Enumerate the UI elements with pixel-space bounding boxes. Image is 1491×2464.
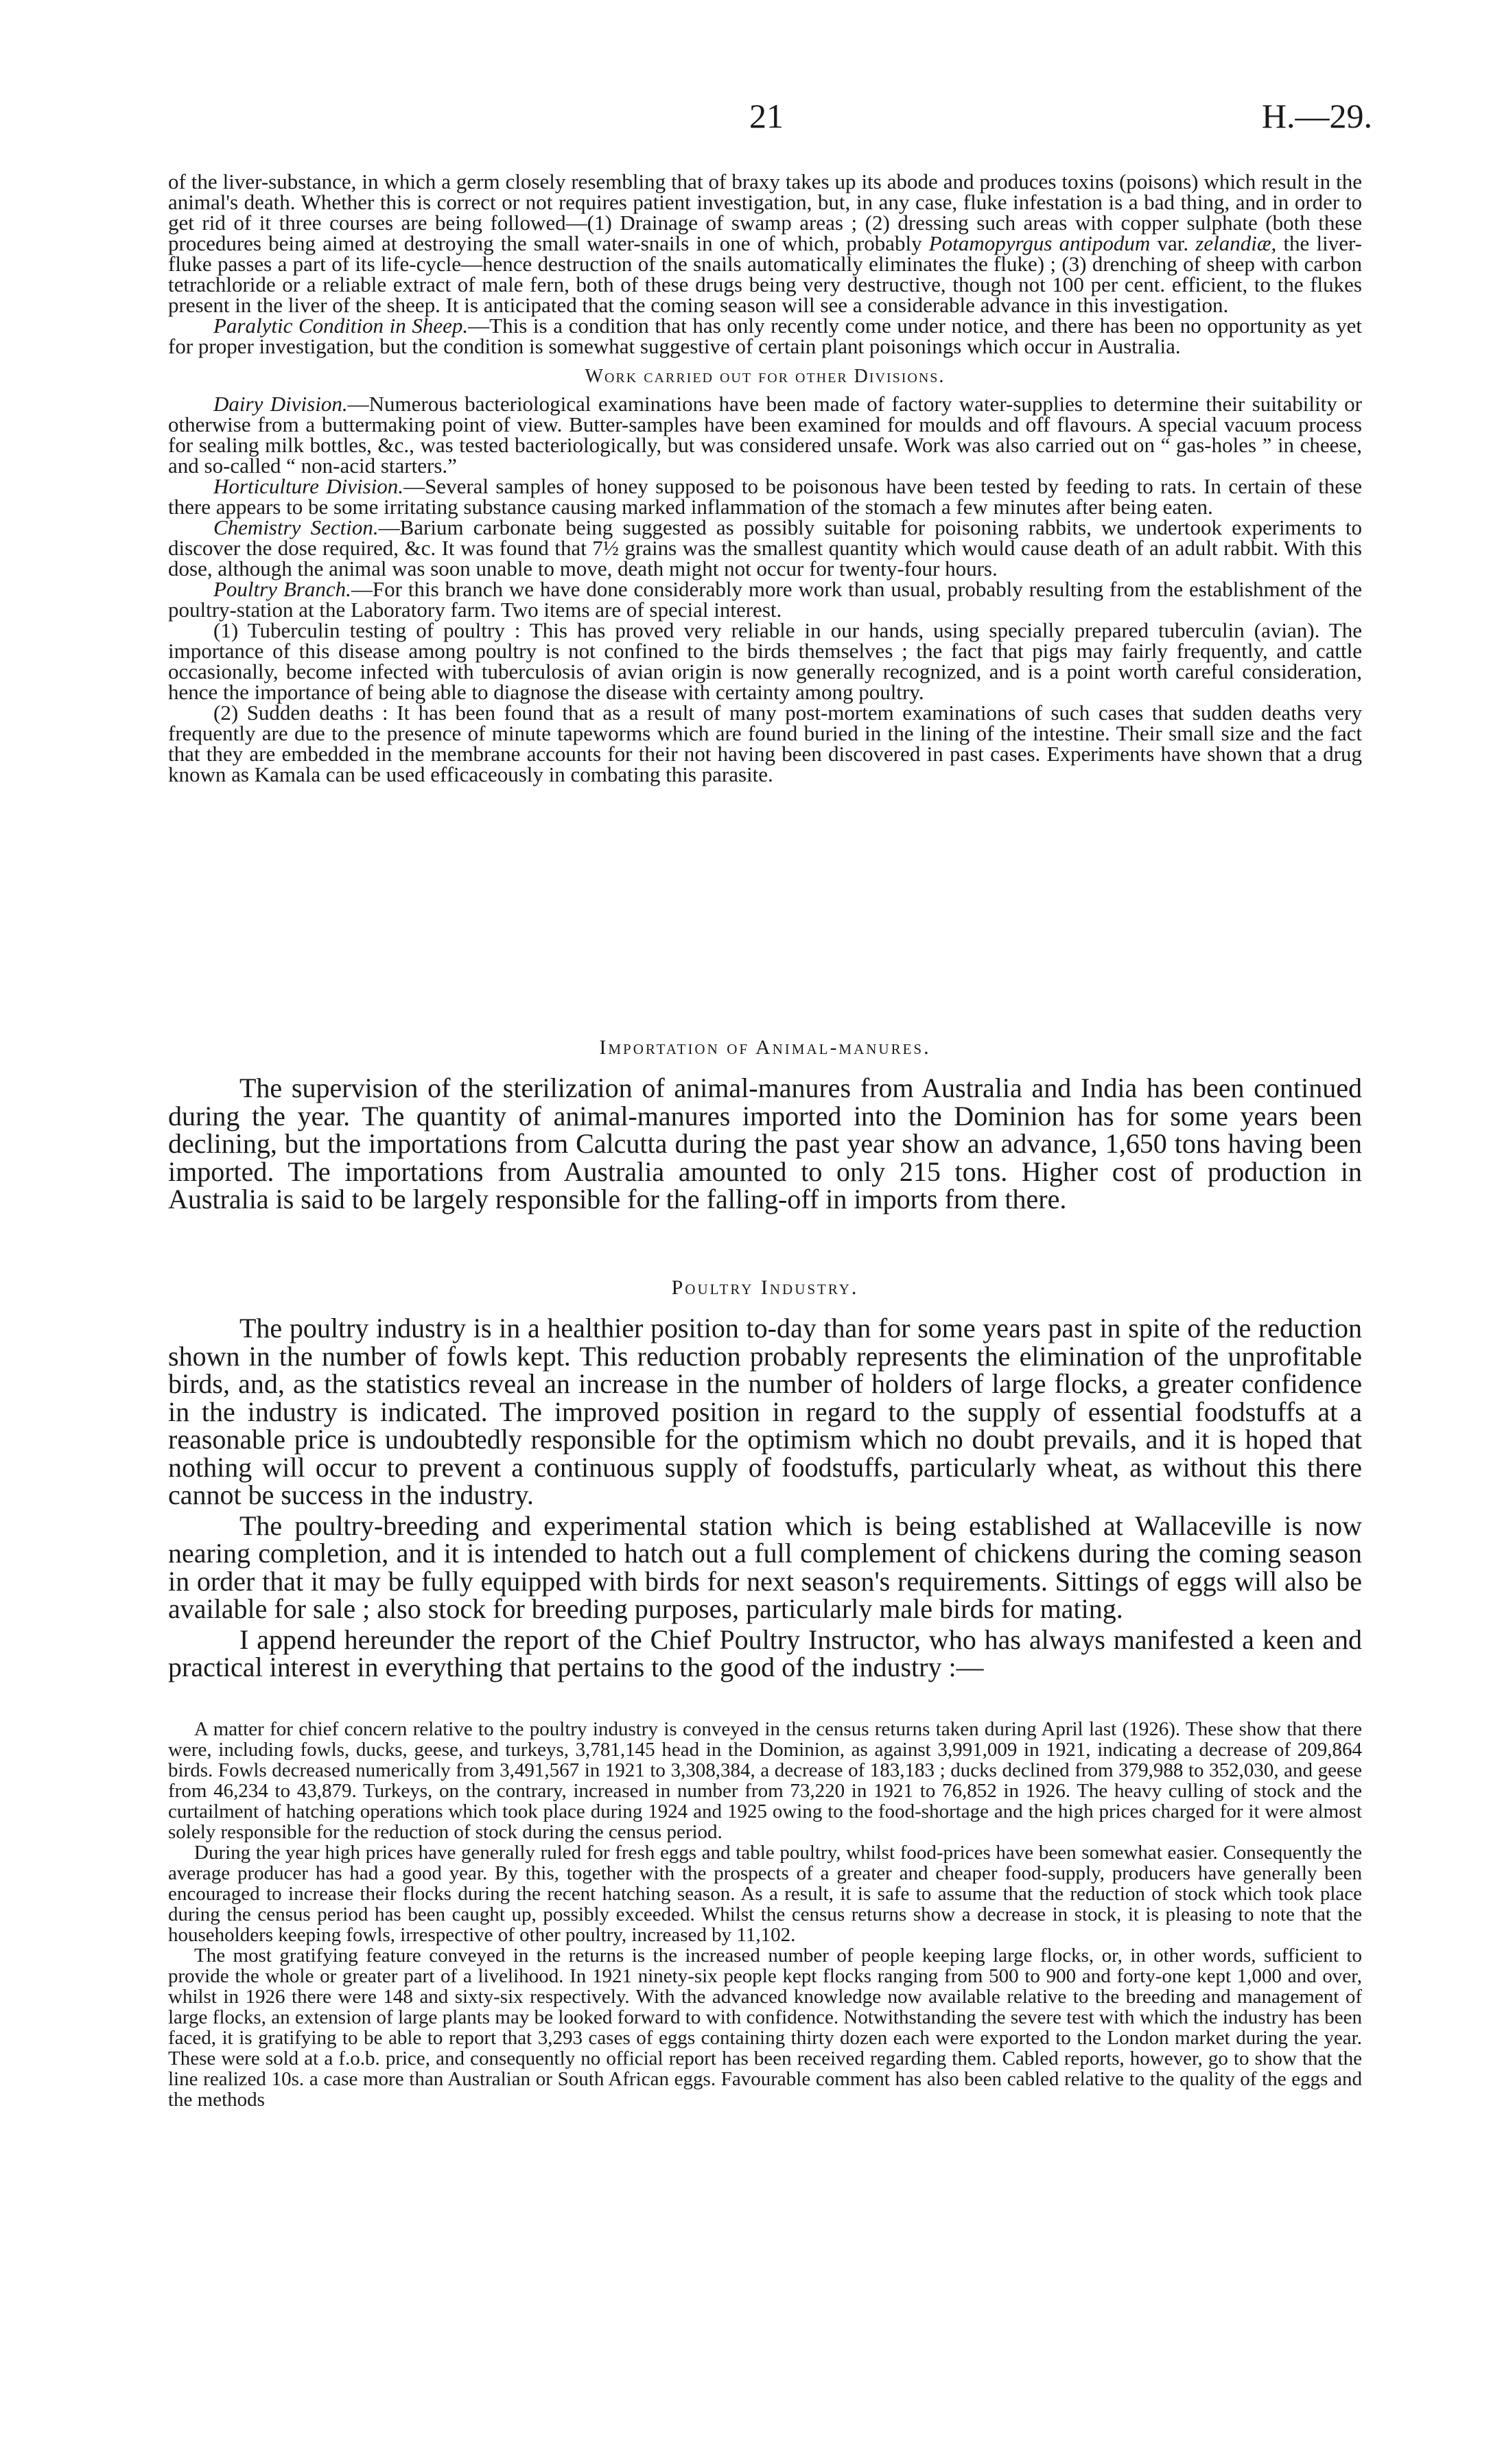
paralytic-title: Paralytic Condition in Sheep. (213, 314, 469, 338)
poultry-branch-paragraph: Poultry Branch.—For this branch we have done considerably more work than usual, probably resulting from the establishment of the poultry-station at the Laboratory farm. Two items are of special interest. (168, 577, 1363, 622)
chemistry-title: Chemistry Section. (213, 515, 379, 539)
paralytic-paragraph: Paralytic Condition in Sheep.—This is a condition that has only recently come under notice, and there has been no opportunity as yet for proper investigation, but the condition is somewhat suggestive of certain plant poisonings which occur in Australia. (168, 314, 1363, 358)
manures-section (168, 1036, 1362, 1214)
poultry-paragraph-1: The poultry industry is in a healthier position to-day than for some years past in spite of the reduction shown in the number of fowls kept. This reduction probably represents the elimination of the unprofitable birds, and, as the statistics reveal an increase in the number of holders of large flocks, a greater confidence in the industry is indicated. The improved position in regard to the supply of essential foodstuffs at a reasonable price is undoubtedly responsible for the optimism which no doubt prevails, and it is hoped that nothing will occur to prevent a continuous supply of foodstuffs, particularly wheat, as without this there cannot be success in the industry. (168, 1313, 1362, 1510)
poultry-branch-title: Poultry Branch. (213, 577, 351, 601)
snail-species: zelandiæ, (1195, 231, 1277, 255)
report-paragraph-2: During the year high prices have generally ruled for fresh eggs and table poultry, whilst food-prices have been somewhat easier. Consequently the average producer has had a good year. By this, together with the prospects of a greater and cheaper food-supply, producers have generally been encouraged to increase their flocks during the recent hatching season. As a result, it is safe to assume that the reduction of stock which took place during the census period has been caught up, possibly exceeded. Whilst the census returns show a decrease in stock, it is pleasing to note that the householders keeping fowls, irrespective of other poultry, increased by 11,102. (168, 1842, 1362, 1946)
sudden-deaths-item: (2) Sudden deaths : It has been found that as a result of many post-mortem examinations of such cases that sudden deaths very frequently are due to the presence of minute tapeworms which are found buried in the lining of the intestine. Their small size and the fact that they are embedded in the membrane accounts for their not having been discovered in past cases. Experiments have shown that a drug known as Kamala can be used efficaceously in combating this parasite. (168, 701, 1362, 786)
poultry-paragraph-3: I append hereunder the report of the Chief Poultry Instructor, who has always manifested a keen and practical interest in everything that pertains to the good of the industry :— (168, 1623, 1362, 1682)
manures-paragraph: The supervision of the sterilization of animal-manures from Australia and India has been continued during the year. The quantity of animal-manures imported into the Dominion has for some years been declining, but the importations from Calcutta during the past year show an advance, 1,650 tons having been imported. The importations from Australia amounted to only 215 tons. Higher cost of production in Australia is said to be largely responsible for the falling-off in imports from there. (168, 1072, 1362, 1215)
chemistry-paragraph: Chemistry Section.—Barium carbonate being suggested as possibly suitable for poisoning rabbits, we undertook experiments to discover the dose required, &c. It was found that 7½ grains was the smallest quantity which would cause death of an adult rabbit. With this dose, although the animal was soon unable to move, death might not occur for twenty-four hours. (168, 515, 1363, 580)
series-code: H.—29. (1261, 97, 1372, 135)
instructor-report (168, 1719, 1362, 2110)
dairy-paragraph: Dairy Division.—Numerous bacteriological examinations have been made of factory water-supplies to determine their suitability or otherwise from a buttermaking point of view. Butter-samples have been examined for moulds and off flavours. A special vacuum process for sealing milk bottles, &c., was tested bacteriologically, but was considered unsafe. Work was also carried out on “ gas-holes ” in cheese, and so-called “ non-acid starters.” (168, 392, 1363, 478)
tuberculin-item: (1) Tuberculin testing of poultry : This has proved very reliable in our hands, using specially prepared tuberculin (avian). The importance of this disease among poultry is not confined to the birds themselves ; the fact that pigs may fairly frequently, and cattle occasionally, become infected with tuberculosis of avian origin is now generally recognized, and is a point worth careful consideration, hence the importance of being able to diagnose the disease with certainty among poultry. (168, 618, 1362, 704)
manures-heading: Importation of Animal-manures. (599, 1036, 931, 1059)
snail-genus: Potamopyrgus antipodum (928, 231, 1151, 255)
snail-var: var. (1157, 231, 1189, 255)
report-paragraph-1: A matter for chief concern relative to the poultry industry is conveyed in the census returns taken during April last (1926). These show that there were, including fowls, ducks, geese, and turkeys, 3,781,145 head in the Dominion, as against 3,991,009 in 1921, indicating a decrease of 209,864 birds. Fowls decreased numerically from 3,491,567 in 1921 to 3,308,384, a decrease of 183,183 ; ducks declined from 379,988 to 352,030, and geese from 46,234 to 43,879. Turkeys, on the contrary, increased in number from 73,220 in 1921 to 76,852 in 1926. The heavy culling of stock and the curtailment of hatching operations which took place during 1924 and 1925 owing to the food-shortage and the high prices charged for it were almost solely responsible for the reduction of stock during the census period. (168, 1718, 1362, 1843)
other-divisions-heading: Work carried out for other Divisions. (585, 366, 946, 387)
fluke-paragraph: of the liver-substance, in which a germ closely resembling that of braxy takes up its abode and produces toxins (poisons) which result in the animal's death. Whether this is correct or not requires patient investigation, but, in any case, fluke infestation is a bad thing, and in order to get rid of it three courses are being followed—(1) Drainage of swamp areas ; (2) dressing such areas with copper sulphate (both these procedures being aimed at destroying the small water-snails in one of which, probably Potamopyrgus antipodum var. zelandiæ, the liver-fluke passes a part of its life-cycle—hence destruction of the snails automatically eliminates the fluke) ; (3) drenching of sheep with carbon tetrachloride or a reliable extract of male fern, both of these drugs being very destructive, though not 100 per cent. efficient, to the flukes present in the liver of the sheep. It is anticipated that the coming season will see a considerable advance in this investigation. (168, 169, 1363, 317)
poultry-industry-heading: Poultry Industry. (671, 1276, 859, 1299)
page-number: 21 (749, 97, 784, 135)
horticulture-title: Horticulture Division. (213, 474, 404, 498)
horticulture-paragraph: Horticulture Division.—Several samples of honey supposed to be poisonous have been tested by feeding to rats. In certain of these there appears to be some irritating substance causing marked inflammation of the stomach a few minutes after being eaten. (168, 474, 1363, 519)
dairy-title: Dairy Division. (213, 392, 348, 416)
top-section (168, 169, 1363, 786)
poultry-paragraph-2: The poultry-breeding and experimental station which is being established at Wallaceville is now nearing completion, and it is intended to hatch out a full complement of chickens during the coming season in order that it may be fully equipped with birds for next season's requirements. Sittings of eggs will also be available for sale ; also stock for breeding purposes, particularly male birds for mating. (168, 1510, 1362, 1624)
poultry-industry-section (168, 1276, 1362, 1682)
report-paragraph-3: The most gratifying feature conveyed in the returns is the increased number of people keeping large flocks, or, in other words, sufficient to provide the whole or greater part of a livelihood. In 1921 ninety-six people kept flocks ranging from 500 to 900 and forty-one kept 1,000 and over, whilst in 1926 there were 148 and sixty-six respectively. With the advanced knowledge now available relative to the breeding and management of large flocks, an extension of large plants may be looked forward to with confidence. Notwithstanding the severe test with which the industry has been faced, it is gratifying to be able to report that 3,293 cases of eggs containing thirty dozen each were exported to the London market during the year. These were sold at a f.o.b. price, and consequently no official report has been received regarding them. Cabled reports, however, go to show that the line realized 10s. a case more than Australian or South African eggs. Favourable comment has also been cabled relative to the quality of the eggs and the methods (168, 1945, 1362, 2111)
